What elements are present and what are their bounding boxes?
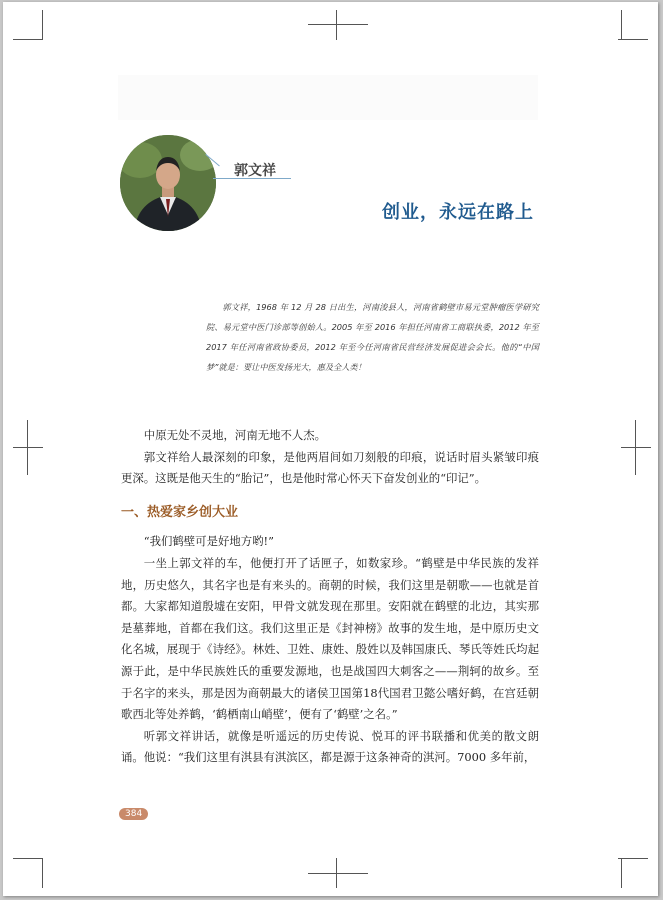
- crop-mark: [618, 39, 648, 40]
- section-heading: 一、热爱家乡创大业: [121, 504, 239, 520]
- portrait-photo: [120, 135, 216, 231]
- body-paragraph: 听郭文祥讲话，就像是听遥远的历史传说、悦耳的评书联播和优美的散文朗诵。他说：“我们这里有淇县有淇滨区，都是源于这条神奇的淇河。7000 多年前，: [121, 728, 539, 765]
- crop-mark: [13, 447, 43, 448]
- intro-paragraph: 郭文祥，1968 年 12 月 28 日出生，河南浚县人，河南省鹤壁市易元堂肿瘤医学研究院、易元堂中医门诊部等创始人。2005 年至 2016 年担任河南省工商联执委，2012 年至 2017 年任河南省政协委员，2012 年至今任河南省民营经济发展促进会会长。他的“中国梦”就是：要让中医发扬光大，惠及全人类！: [206, 302, 539, 372]
- crop-mark: [42, 10, 43, 40]
- crop-mark: [308, 873, 368, 874]
- crop-mark: [621, 447, 651, 448]
- article-title: 创业，永远在路上: [382, 202, 534, 223]
- document-page: [3, 2, 658, 896]
- page-number-badge: 384: [119, 808, 148, 820]
- crop-mark: [621, 10, 622, 40]
- crop-mark: [13, 39, 43, 40]
- body-paragraph: 中原无处不灵地，河南无地不人杰。: [143, 428, 327, 442]
- crop-mark: [621, 858, 622, 888]
- crop-mark: [308, 24, 368, 25]
- person-name: 郭文祥: [234, 163, 276, 179]
- body-paragraph: “我们鹤壁可是好地方哟!”: [143, 534, 274, 549]
- crop-mark: [618, 858, 648, 859]
- body-paragraph: 一坐上郭文祥的车，他便打开了话匣子，如数家珍。“鹤壁是中华民族的发祥地，历史悠久，其名字也是有来头的。商朝的时候，我们这里是朝歌——也就是首都。大家都知道殷墟在安阳，甲骨文就发现在那里。安阳就在鹤壁的北边，其实那是墓葬地，首都在我们这。我们这里正是《封神榜》故事的发生地，是中原历史文化名城，展现于《诗经》。林姓、卫姓、康姓、殷姓以及韩国康氏、琴氏等姓氏均起源于此，是中华民族姓氏的重要发源地，也是战国四大刺客之——荆轲的故乡。至于名字的来头，那是因为商朝最大的诸侯卫国第18代国君卫懿公嗜好鹤，在宫廷朝歌西北等处养鹤，‘鹤栖南山峭壁’，便有了‘鹤壁’之名。”: [121, 555, 539, 722]
- body-paragraph: 郭文祥给人最深刻的印象，是他两眉间如刀刻般的印痕，说话时眉头紧皱印痕更深。这既是他天生的“胎记”，也是他时常心怀天下奋发创业的“印记”。: [121, 449, 539, 486]
- crop-mark: [336, 858, 337, 888]
- crop-mark: [13, 858, 43, 859]
- crop-mark: [42, 858, 43, 888]
- article-body: [121, 425, 539, 769]
- crop-mark: [336, 10, 337, 40]
- crop-mark: [635, 420, 636, 475]
- crop-mark: [27, 420, 28, 475]
- header-band: [118, 75, 538, 120]
